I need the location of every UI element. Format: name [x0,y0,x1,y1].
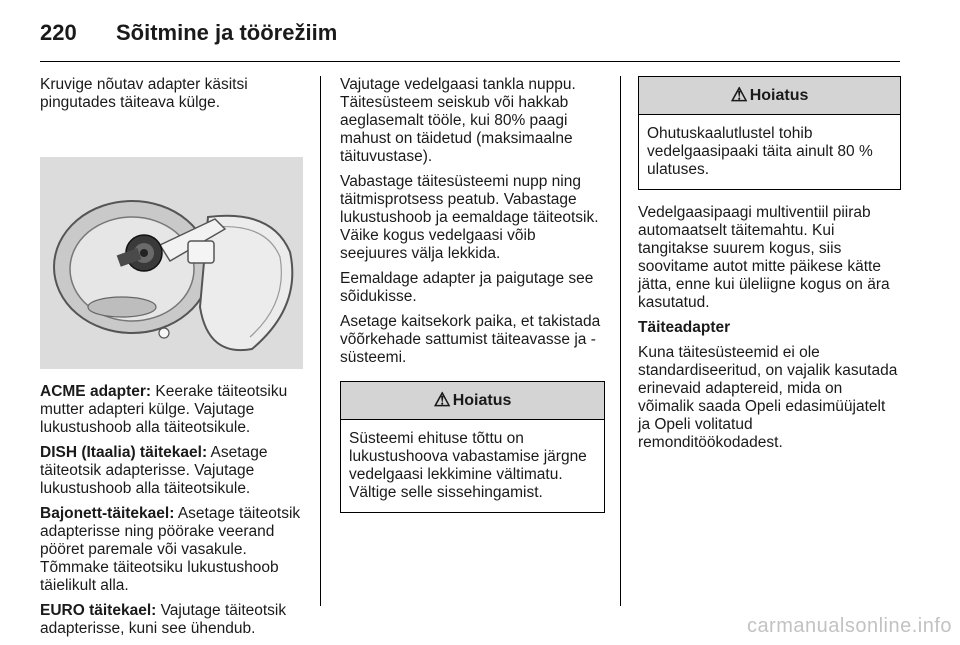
euro-text: Vajutage täiteotsik adapterisse, kuni see ühendub. [40,602,287,637]
section-heading-filler-adapter: Täiteadapter [638,319,731,336]
paragraph-multivalve: Vedelgaasipaagi multiventiil piirab automaatselt täitemahtu. Kui tangitakse suurem kogus, siis soovitame autot mitte päikese kätte jätta, enne kui üleliigne kogus on ära kasutatud. [638,204,890,311]
warning-header [341,382,604,420]
watermark: carmanualsonline.info [746,615,952,637]
intro-paragraph: Kruvige nõutav adapter käsitsi pingutades täiteava külge. [40,76,248,111]
paragraph-protective-cap: Asetage kaitsekork paika, et takistada võõrkehade sattumist täiteavasse ja -süsteemi. [340,313,601,366]
warning-triangle-icon: ⚠ [730,84,748,106]
warning-title: Hoiatus [749,86,809,104]
paragraph-remove-adapter: Eemaldage adapter ja paigutage see sõidukisse. [340,270,594,305]
acme-text: Keerake täiteotsiku mutter adapteri külge. Vajutage lukustushoob alla täiteotsikule. [40,383,288,436]
column-divider-2 [620,76,621,606]
bajonett-text: Asetage täiteotsik adapterisse ning pöörake veerand pööret paremale või vasakule. Tõmmake täiteotsiku lukustushoob täielikult alla. [40,505,301,594]
column-1 [40,76,306,645]
column-2 [340,76,605,527]
warning-header [639,77,900,115]
header-rule [40,61,900,62]
instruction-euro [40,602,306,638]
acme-label: ACME adapter: [40,383,152,400]
column-3 [638,76,901,459]
paragraph-press-button: Vajutage vedelgaasi tankla nuppu. Täitesüsteem seiskub või hakkab aeglasemalt tööle, kui 80% paagi mahust on täidetud (maksimaalne täituvustase). [340,76,576,165]
adapter-drawing [40,157,303,369]
column-divider-1 [320,76,321,606]
warning-box-fill-limit [638,76,901,190]
paragraph-release-button: Vabastage täitesüsteemi nupp ning täitmisprotsess peatub. Vabastage lukustushoob ja eemaldage täiteotsik. Väike kogus vedelgaasi võib seejuures välja lekkida. [340,173,599,262]
euro-label: EURO täitekael: [40,602,157,619]
chapter-title: Sõitmine ja töörežiim [116,20,338,45]
instruction-dish [40,444,306,498]
bajonett-label: Bajonett-täitekael: [40,505,175,522]
page-number: 220 [40,20,77,45]
instruction-acme [40,383,306,437]
dish-text: Asetage täiteotsik adapterisse. Vajutage lukustushoob alla täiteotsikule. [40,444,268,497]
warning-box-leak [340,381,605,513]
warning-title: Hoiatus [452,391,512,409]
paragraph-filler-adapter: Kuna täitesüsteemid ei ole standardiseeritud, on vajalik kasutada erinevaid adaptereid, mida on võimalik saada Opeli edasimüüjatelt ja Opeli volitatud remonditöökodadest. [638,344,898,451]
warning-triangle-icon: ⚠ [433,389,451,411]
warning-text: Süsteemi ehituse tõttu on lukustushoova vabastamise järgne vedelgaasi lekkimine vältimatu. Vältige selle sissehingamist. [349,430,587,501]
instruction-bajonett [40,505,306,595]
fuel-filler-adapter-illustration [40,157,303,369]
warning-text: Ohutuskaalutlustel tohib vedelgaasipaaki täita ainult 80 % ulatuses. [647,125,873,178]
dish-label: DISH (Itaalia) täitekael: [40,444,208,461]
page-header [40,14,920,58]
